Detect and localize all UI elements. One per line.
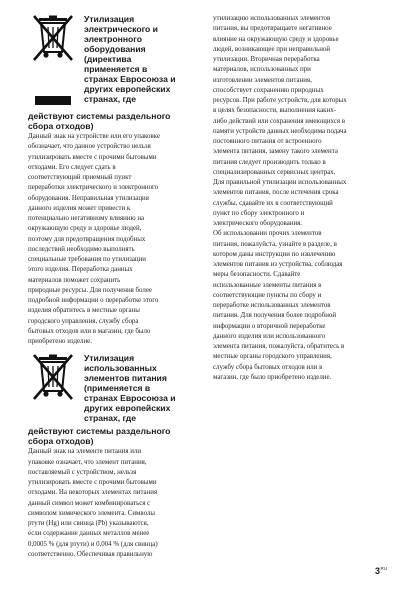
title-line: Утилизация [84, 353, 135, 364]
title-line: элементов питания [84, 373, 167, 384]
section-body: Данный знак на элементе питания или упаковке означает, что элемент питания, поставляемый с устройством, нельзя утилизировать вместе с прочими бытовыми отходами. На некоторых элементах питания данный символ может комбинироваться с символом химического элемента. Символы ртути (Hg) или свинца (Pb) указываются, если содержание данных металлов менее 0,0005 % (для ртути) и 0,004 % (для свинца) соответственно. Обеспечивая правильную [28, 448, 158, 558]
page-number-value: 3 [375, 566, 381, 576]
title-line: электрического и [84, 24, 158, 34]
crossed-out-wheeled-bin-icon [28, 353, 78, 426]
title-line: применяется в [84, 64, 148, 74]
title-line: использованных [84, 363, 157, 374]
title-line: странах Евросоюза и [84, 74, 176, 84]
title-line: Утилизация [84, 14, 135, 24]
title-line: странах, где [84, 413, 137, 424]
language-code: RU [380, 566, 388, 571]
section-electrical-disposal [28, 14, 208, 347]
section-body-continued: утилизацию использованных элементов питания, вы предотвращаете негативное влияние на окружающую среду и здоровье людей, возникающее при неправильной утилизации. Вторичная переработка материалов, использованных при изготовлении элементов питания, способствует сохранению природных ресурсов. При работе устройств, для которых в целях безопасности, выполнения каких- либо действий или сохранения имеющихся в памяти устройств данных необходима подача постоянного питания от встроенного элемента питания, замену такого элемента питания следует производить только в специализированных сервисных центрах. Для правильной утилизации использованных элементов питания, после истечения срока службы, сдавайте их в соответствующий пункт по сбору электронного и электрического оборудования. Об использовании прочих элементов питания, пожалуйста, узнайте в разделе, в котором даны инструкции по извлечению элементов питания из устройства, соблюдая меры безопасности. Сдавайте использованные элементы питания в соответствующие пункты по сбору и переработке использованных элементов питания. Для получения более подробной информации о вторичной переработке данного изделия или использованного элемента питания, пожалуйста, обратитесь в местные органы городского управления, службу сбора бытовых отходов или в магазин, где было приобретено изделие. [213, 15, 347, 381]
title-line: странах Евросоюза и [84, 393, 176, 404]
title-line: странах, где [84, 94, 137, 104]
title-line: других европейских [84, 84, 171, 94]
title-line: (директива [84, 54, 132, 64]
title-line: электронного [84, 34, 143, 44]
right-column [213, 14, 395, 383]
section-title [84, 353, 176, 423]
page-number [375, 566, 387, 576]
left-column [28, 14, 208, 560]
section-title [84, 14, 176, 104]
section-battery-disposal [28, 353, 208, 560]
section-body: Данный знак на устройстве или его упаковке обозначает, что данное устройство нельзя утилизировать вместе с прочими бытовыми отходами. Его следует сдать в соответствующий приемный пункт переработки электрического и электронного оборудования. Неправильная утилизация данного изделия может привести к потенциально негативному влиянию на окружающую среду и здоровье людей, поэтому для предотвращения подобных последствий необходимо выполнять специальные требования по утилизации этого изделия. Переработка данных материалов поможет сохранить природные ресурсы. Для получения более подробной информации о переработке этого изделия обратитесь в местные органы городского управления, службу сбора бытовых отходов или в магазин, где было приобретено изделие. [28, 133, 160, 345]
title-line: (применяется в [84, 383, 151, 394]
crossed-out-wheeled-bin-icon [28, 14, 78, 111]
section-title-tail: действуют системы раздельного сбора отходов) [28, 111, 171, 131]
title-line: оборудования [84, 44, 146, 54]
section-title-tail: действуют системы раздельного сбора отходов) [28, 426, 171, 447]
title-line: других европейских [84, 403, 171, 414]
